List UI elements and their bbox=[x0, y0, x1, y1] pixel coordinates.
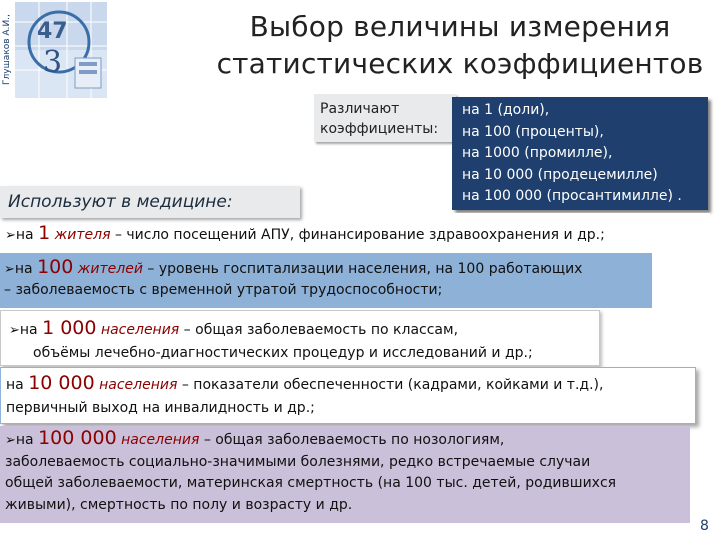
units-box bbox=[452, 97, 708, 210]
item-prefix: на bbox=[14, 261, 38, 277]
item-number: 1 bbox=[38, 222, 51, 244]
use-in-medicine-label: Используют в медицине: bbox=[0, 186, 300, 218]
item-number: 1 000 bbox=[42, 317, 97, 339]
item-key: населения bbox=[116, 432, 200, 448]
item-text: объёмы лечебно-диагностических процедур и исследований и др.; bbox=[33, 345, 533, 361]
item-key: жителей bbox=[73, 261, 143, 277]
item-per-100 bbox=[0, 253, 652, 308]
item-prefix: на bbox=[19, 322, 43, 338]
item-text: – общая заболеваемость по классам, bbox=[179, 322, 459, 338]
item-prefix: на bbox=[15, 432, 39, 448]
arrow-bullet-icon: ➢ bbox=[4, 262, 15, 277]
page-number: 8 bbox=[700, 518, 709, 534]
item-text: – общая заболеваемость по нозологиям, bbox=[199, 432, 505, 448]
item-prefix: на bbox=[6, 377, 29, 393]
arrow-bullet-icon: ➢ bbox=[5, 433, 16, 448]
item-key: населения bbox=[94, 377, 178, 393]
item-text: – уровень госпитализации населения, на 100 работающих bbox=[142, 261, 583, 277]
item-text: – заболеваемость с временной утратой трудоспособности; bbox=[4, 282, 443, 298]
arrow-bullet-icon: ➢ bbox=[9, 323, 20, 338]
distinguish-label bbox=[314, 94, 456, 142]
item-key: жителя bbox=[50, 227, 111, 243]
item-per-1 bbox=[0, 213, 710, 253]
item-number: 100 000 bbox=[38, 427, 117, 449]
logo-number-47: 47 bbox=[37, 19, 68, 44]
slide-title bbox=[200, 8, 720, 82]
distinguish-label-line-2: коэффициенты: bbox=[320, 121, 439, 137]
title-line-1: Выбор величины измерения bbox=[249, 10, 671, 43]
item-text: заболеваемость социально-значимыми болезнями, редко встречаемые случаи bbox=[5, 453, 591, 470]
logo-number-3: 3 bbox=[43, 45, 63, 80]
item-key: населения bbox=[96, 322, 180, 338]
unit-item: на 10 000 (продецемилле) bbox=[462, 166, 658, 183]
item-text: – число посещений АПУ, финансирование здравоохранения и др.; bbox=[110, 227, 605, 243]
unit-item: на 1000 (промилле), bbox=[462, 145, 613, 161]
distinguish-label-line-1: Различают bbox=[320, 101, 400, 117]
arrow-bullet-icon: ➢ bbox=[5, 228, 16, 243]
item-text: общей заболеваемости, материнская смертность (на 100 тыс. детей, родившихся bbox=[5, 475, 617, 491]
author-credit: Глушаков А.И., bbox=[2, 14, 12, 86]
unit-item: на 100 (проценты), bbox=[462, 123, 604, 140]
item-number: 100 bbox=[37, 256, 74, 278]
item-text: – показатели обеспеченности (кадрами, койками и т.д.), bbox=[177, 377, 604, 393]
item-per-1000 bbox=[0, 310, 600, 366]
item-text: живыми), смертность по полу и возрасту и др. bbox=[5, 496, 353, 513]
item-per-10000 bbox=[0, 367, 696, 424]
item-number: 10 000 bbox=[28, 372, 95, 394]
title-line-2: статистических коэффициентов bbox=[216, 47, 704, 80]
item-per-100000 bbox=[0, 426, 690, 523]
unit-item: на 100 000 (просантимилле) . bbox=[462, 188, 682, 204]
item-text: первичный выход на инвалидность и др.; bbox=[6, 400, 315, 416]
math-logo-image bbox=[15, 2, 107, 98]
unit-item: на 1 (доли), bbox=[462, 102, 550, 118]
item-prefix: на bbox=[15, 227, 39, 243]
